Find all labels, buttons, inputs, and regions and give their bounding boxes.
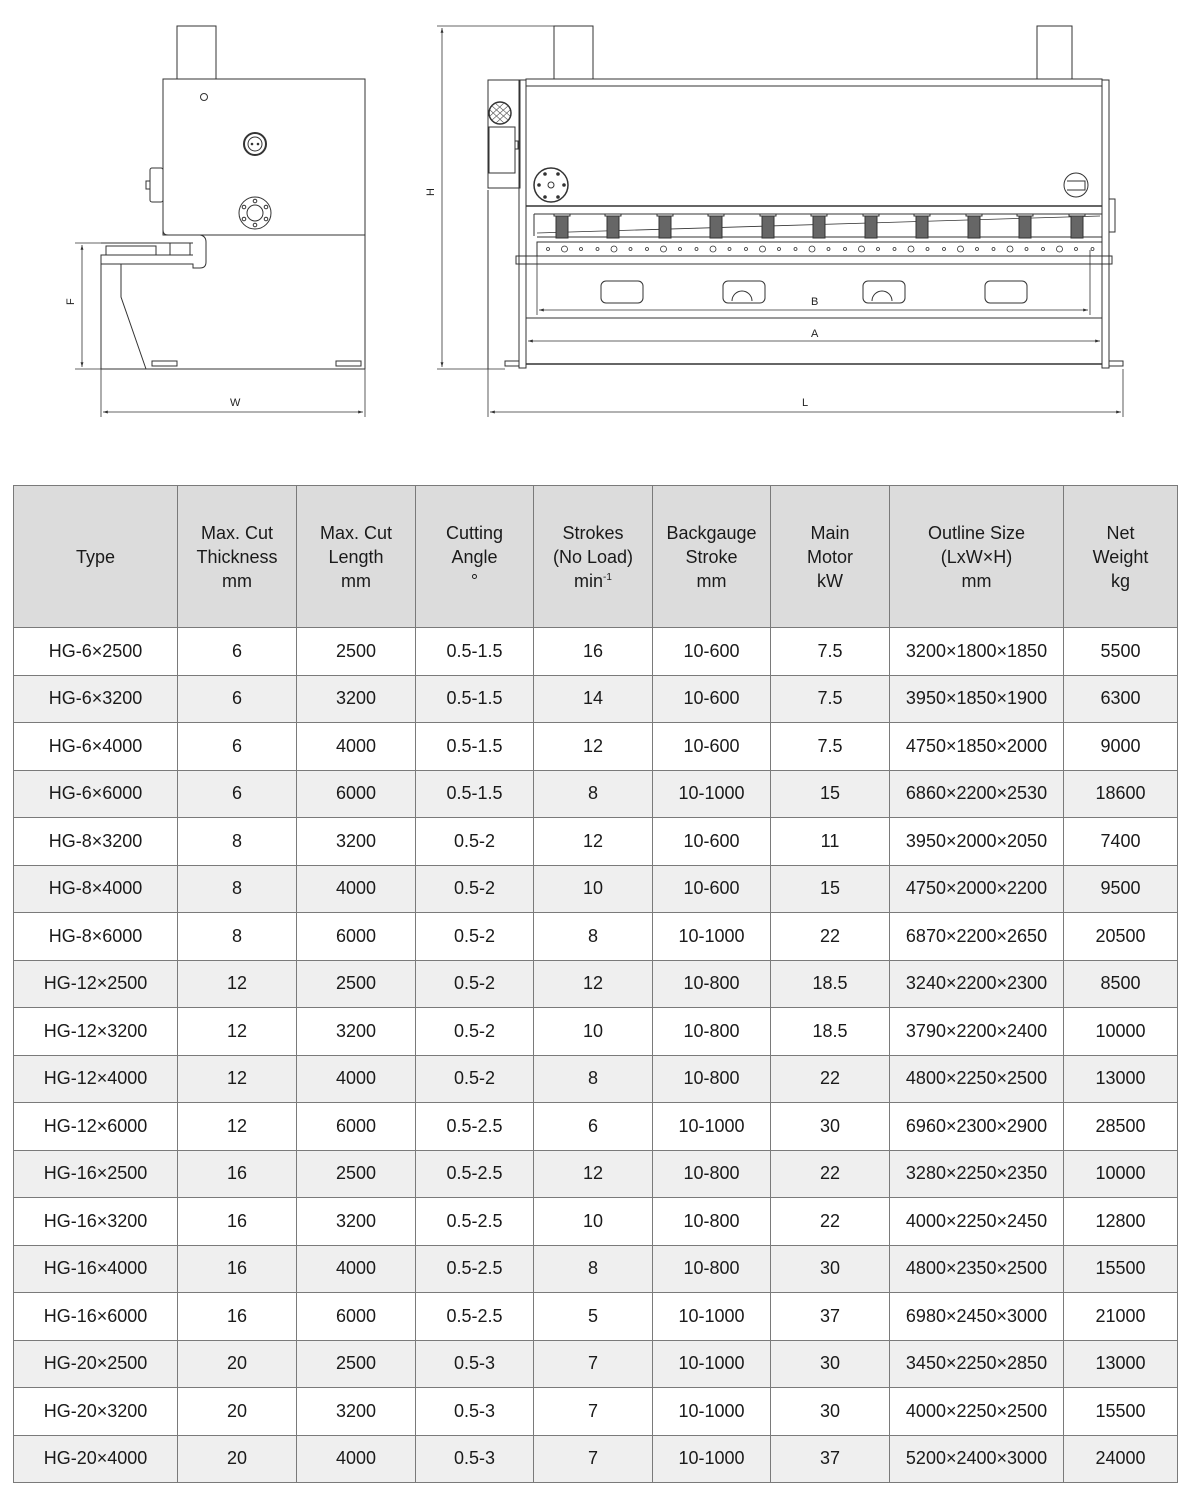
bolt — [794, 248, 797, 251]
cell-strokes-no-load: 8 — [534, 1055, 653, 1103]
cell-type: HG-12×3200 — [14, 1008, 178, 1056]
cell-net-weight: 20500 — [1064, 913, 1178, 961]
bolt — [1007, 246, 1013, 252]
cell-net-weight: 28500 — [1064, 1103, 1178, 1151]
column-header-main-motor — [771, 486, 890, 628]
cell-max-cut-length: 4000 — [297, 865, 416, 913]
table-row — [14, 628, 1178, 676]
cell-backgauge-stroke: 10-800 — [653, 1198, 771, 1246]
cell-max-cut-length: 2500 — [297, 1340, 416, 1388]
hold-down-cylinder — [1017, 214, 1033, 238]
cell-net-weight: 18600 — [1064, 770, 1178, 818]
dimension-f-label: F — [65, 298, 77, 305]
cell-strokes-no-load: 10 — [534, 1008, 653, 1056]
cell-cutting-angle: 0.5-1.5 — [416, 675, 534, 723]
cell-backgauge-stroke: 10-800 — [653, 1245, 771, 1293]
table-row — [14, 1198, 1178, 1246]
cell-backgauge-stroke: 10-1000 — [653, 1435, 771, 1483]
bolt — [679, 248, 682, 251]
column-header-line: ° — [470, 570, 479, 591]
bolt — [908, 246, 914, 252]
table-row — [14, 770, 1178, 818]
cell-type: HG-12×2500 — [14, 960, 178, 1008]
front-view — [425, 26, 1123, 417]
cell-type: HG-16×3200 — [14, 1198, 178, 1246]
cell-max-cut-thickness: 6 — [178, 675, 297, 723]
cell-max-cut-thickness: 12 — [178, 1008, 297, 1056]
cell-max-cut-thickness: 12 — [178, 960, 297, 1008]
cell-backgauge-stroke: 10-600 — [653, 675, 771, 723]
cell-max-cut-length: 4000 — [297, 1245, 416, 1293]
cell-strokes-no-load: 7 — [534, 1340, 653, 1388]
hold-down-cylinder — [657, 214, 673, 238]
bolt — [710, 246, 716, 252]
table-row — [14, 1055, 1178, 1103]
cell-backgauge-stroke: 10-800 — [653, 1055, 771, 1103]
table-row — [14, 1103, 1178, 1151]
side-flange — [239, 197, 271, 229]
cell-type: HG-12×4000 — [14, 1055, 178, 1103]
cell-cutting-angle: 0.5-2 — [416, 818, 534, 866]
bolt — [893, 248, 896, 251]
cell-main-motor: 30 — [771, 1340, 890, 1388]
cell-cutting-angle: 0.5-2.5 — [416, 1198, 534, 1246]
cell-max-cut-length: 6000 — [297, 913, 416, 961]
left-cylinder — [554, 26, 593, 79]
cell-cutting-angle: 0.5-2 — [416, 960, 534, 1008]
cell-strokes-no-load: 12 — [534, 818, 653, 866]
cell-max-cut-thickness: 16 — [178, 1198, 297, 1246]
bolt — [958, 246, 964, 252]
cell-main-motor: 22 — [771, 1150, 890, 1198]
cell-backgauge-stroke: 10-1000 — [653, 1388, 771, 1436]
specification-table — [13, 485, 1178, 1483]
cell-strokes-no-load: 12 — [534, 723, 653, 771]
bolt — [827, 248, 830, 251]
cell-backgauge-stroke: 10-1000 — [653, 1340, 771, 1388]
cell-max-cut-length: 4000 — [297, 723, 416, 771]
table-row — [14, 818, 1178, 866]
cell-max-cut-thickness: 6 — [178, 628, 297, 676]
cell-main-motor: 7.5 — [771, 628, 890, 676]
cell-max-cut-length: 6000 — [297, 1103, 416, 1151]
hold-down-cylinder — [708, 214, 724, 238]
dimension-l-label: L — [802, 397, 809, 409]
cell-outline-size: 4000×2250×2450 — [890, 1198, 1064, 1246]
column-header-line — [534, 569, 652, 593]
cell-cutting-angle: 0.5-3 — [416, 1340, 534, 1388]
bolt — [1025, 248, 1028, 251]
cell-outline-size: 5200×2400×3000 — [890, 1435, 1064, 1483]
upper-beam — [526, 79, 1102, 206]
cell-max-cut-length: 6000 — [297, 1293, 416, 1341]
column-header-line: Net — [1106, 522, 1135, 543]
cell-max-cut-thickness: 20 — [178, 1435, 297, 1483]
handwheel-icon — [534, 168, 568, 202]
cell-outline-size: 3240×2200×2300 — [890, 960, 1064, 1008]
cell-main-motor: 30 — [771, 1245, 890, 1293]
cell-outline-size: 3450×2250×2850 — [890, 1340, 1064, 1388]
cell-backgauge-stroke: 10-1000 — [653, 770, 771, 818]
cell-max-cut-length: 3200 — [297, 1008, 416, 1056]
cell-cutting-angle: 0.5-2.5 — [416, 1245, 534, 1293]
cell-net-weight: 6300 — [1064, 675, 1178, 723]
cell-cutting-angle: 0.5-2.5 — [416, 1293, 534, 1341]
bolt — [976, 248, 979, 251]
cell-backgauge-stroke: 10-600 — [653, 818, 771, 866]
bolt — [580, 248, 583, 251]
right-cylinder — [1037, 26, 1072, 79]
cell-max-cut-thickness: 6 — [178, 770, 297, 818]
cell-net-weight: 13000 — [1064, 1340, 1178, 1388]
bolt — [562, 246, 568, 252]
bolt — [778, 248, 781, 251]
column-header-line: Type — [75, 546, 116, 567]
cell-max-cut-thickness: 8 — [178, 818, 297, 866]
cell-strokes-no-load: 12 — [534, 960, 653, 1008]
cell-cutting-angle: 0.5-2.5 — [416, 1103, 534, 1151]
bolt — [661, 246, 667, 252]
column-header-cutting-angle — [416, 486, 534, 628]
bolt — [611, 246, 617, 252]
cell-strokes-no-load: 7 — [534, 1388, 653, 1436]
column-header-line: mm — [341, 570, 371, 591]
cell-cutting-angle: 0.5-1.5 — [416, 770, 534, 818]
cell-max-cut-thickness: 6 — [178, 723, 297, 771]
cell-strokes-no-load: 8 — [534, 770, 653, 818]
bolt — [695, 248, 698, 251]
cell-max-cut-length: 2500 — [297, 1150, 416, 1198]
cell-max-cut-length: 4000 — [297, 1435, 416, 1483]
hold-down-cylinder — [863, 214, 879, 238]
column-header-line: Backgauge — [666, 522, 757, 543]
cell-main-motor: 22 — [771, 1198, 890, 1246]
cell-strokes-no-load: 10 — [534, 865, 653, 913]
side-cylinder — [177, 26, 216, 79]
cell-outline-size: 3950×2000×2050 — [890, 818, 1064, 866]
table-row — [14, 675, 1178, 723]
cell-type: HG-16×4000 — [14, 1245, 178, 1293]
table-row — [14, 1340, 1178, 1388]
hold-down-cylinders — [554, 214, 1085, 238]
cell-net-weight: 12800 — [1064, 1198, 1178, 1246]
cell-net-weight: 21000 — [1064, 1293, 1178, 1341]
cell-strokes-no-load: 14 — [534, 675, 653, 723]
column-header-type — [14, 486, 178, 628]
cell-main-motor: 11 — [771, 818, 890, 866]
cell-net-weight: 13000 — [1064, 1055, 1178, 1103]
cell-net-weight: 10000 — [1064, 1008, 1178, 1056]
hold-down-cylinder — [966, 214, 982, 238]
table-row — [14, 1245, 1178, 1293]
cell-main-motor: 15 — [771, 865, 890, 913]
column-header-outline-size — [890, 486, 1064, 628]
cell-type: HG-16×2500 — [14, 1150, 178, 1198]
bolt — [728, 248, 731, 251]
cell-type: HG-20×2500 — [14, 1340, 178, 1388]
unit-text: min — [574, 570, 604, 591]
cell-type: HG-8×4000 — [14, 865, 178, 913]
bolt — [760, 246, 766, 252]
cell-backgauge-stroke: 10-800 — [653, 1150, 771, 1198]
cell-outline-size: 6870×2200×2650 — [890, 913, 1064, 961]
cell-strokes-no-load: 8 — [534, 1245, 653, 1293]
column-header-line: Length — [328, 546, 384, 567]
cell-net-weight: 8500 — [1064, 960, 1178, 1008]
cell-backgauge-stroke: 10-600 — [653, 723, 771, 771]
bolt — [629, 248, 632, 251]
dimension-h-label: H — [425, 188, 437, 196]
cell-type: HG-8×3200 — [14, 818, 178, 866]
cell-strokes-no-load: 8 — [534, 913, 653, 961]
cell-max-cut-thickness: 8 — [178, 913, 297, 961]
bolt — [745, 248, 748, 251]
column-header-line: (No Load) — [552, 546, 634, 567]
bolt — [547, 248, 550, 251]
cell-max-cut-thickness: 12 — [178, 1103, 297, 1151]
cell-strokes-no-load: 5 — [534, 1293, 653, 1341]
cell-type: HG-6×6000 — [14, 770, 178, 818]
hold-down-cylinder — [1069, 214, 1085, 238]
cell-cutting-angle: 0.5-1.5 — [416, 723, 534, 771]
cell-type: HG-6×3200 — [14, 675, 178, 723]
cell-max-cut-length: 3200 — [297, 818, 416, 866]
column-header-line: Outline Size — [927, 522, 1026, 543]
cell-strokes-no-load: 7 — [534, 1435, 653, 1483]
cell-max-cut-length: 3200 — [297, 1198, 416, 1246]
cell-net-weight: 7400 — [1064, 818, 1178, 866]
cell-max-cut-length: 2500 — [297, 628, 416, 676]
column-header-line: Motor — [806, 546, 853, 567]
cell-strokes-no-load: 10 — [534, 1198, 653, 1246]
cell-main-motor: 18.5 — [771, 960, 890, 1008]
cell-max-cut-thickness: 16 — [178, 1245, 297, 1293]
cell-outline-size: 3200×1800×1850 — [890, 628, 1064, 676]
cell-max-cut-thickness: 8 — [178, 865, 297, 913]
bolt — [992, 248, 995, 251]
table-row — [14, 1388, 1178, 1436]
cell-strokes-no-load: 12 — [534, 1150, 653, 1198]
table-body — [14, 628, 1178, 1483]
cell-outline-size: 4800×2350×2500 — [890, 1245, 1064, 1293]
cell-cutting-angle: 0.5-2 — [416, 1055, 534, 1103]
cell-net-weight: 9500 — [1064, 865, 1178, 913]
cell-type: HG-12×6000 — [14, 1103, 178, 1151]
cell-main-motor: 30 — [771, 1388, 890, 1436]
cell-max-cut-thickness: 20 — [178, 1388, 297, 1436]
side-view — [65, 26, 365, 417]
unit-superscript: -1 — [603, 571, 612, 583]
table-row — [14, 723, 1178, 771]
dimension-a-label: A — [811, 328, 819, 340]
table-row — [14, 1293, 1178, 1341]
cell-strokes-no-load: 6 — [534, 1103, 653, 1151]
cell-type: HG-6×2500 — [14, 628, 178, 676]
dimension-b-label: B — [811, 296, 819, 308]
cell-main-motor: 7.5 — [771, 675, 890, 723]
cell-net-weight: 5500 — [1064, 628, 1178, 676]
cell-backgauge-stroke: 10-600 — [653, 865, 771, 913]
cell-cutting-angle: 0.5-3 — [416, 1435, 534, 1483]
cell-cutting-angle: 0.5-2 — [416, 865, 534, 913]
cell-net-weight: 24000 — [1064, 1435, 1178, 1483]
bolt — [844, 248, 847, 251]
cell-max-cut-thickness: 16 — [178, 1150, 297, 1198]
cell-outline-size: 3790×2200×2400 — [890, 1008, 1064, 1056]
cell-max-cut-thickness: 20 — [178, 1340, 297, 1388]
cell-max-cut-thickness: 12 — [178, 1055, 297, 1103]
bolt — [646, 248, 649, 251]
bolt — [877, 248, 880, 251]
column-header-line: Weight — [1092, 546, 1149, 567]
cell-strokes-no-load: 16 — [534, 628, 653, 676]
hold-down-cylinder — [914, 214, 930, 238]
cell-max-cut-length: 3200 — [297, 1388, 416, 1436]
cell-max-cut-length: 2500 — [297, 960, 416, 1008]
table-row — [14, 1150, 1178, 1198]
cell-main-motor: 37 — [771, 1293, 890, 1341]
cell-backgauge-stroke: 10-1000 — [653, 1293, 771, 1341]
bolt-row — [547, 246, 1095, 252]
cell-backgauge-stroke: 10-600 — [653, 628, 771, 676]
cell-backgauge-stroke: 10-1000 — [653, 1103, 771, 1151]
column-header-line: Angle — [451, 546, 498, 567]
bolt — [943, 248, 946, 251]
side-frame — [163, 79, 365, 235]
column-header-line: mm — [961, 570, 992, 591]
table-row — [14, 1008, 1178, 1056]
cell-net-weight: 9000 — [1064, 723, 1178, 771]
cell-outline-size: 4000×2250×2500 — [890, 1388, 1064, 1436]
table-row — [14, 913, 1178, 961]
bolt — [1075, 248, 1078, 251]
column-header-max-cut-thickness — [178, 486, 297, 628]
table-row — [14, 960, 1178, 1008]
hold-down-cylinder — [554, 214, 570, 238]
column-header-line: Cutting — [445, 522, 504, 543]
column-header-line: mm — [696, 570, 727, 591]
cell-cutting-angle: 0.5-2 — [416, 1008, 534, 1056]
bolt — [1057, 246, 1063, 252]
cell-type: HG-16×6000 — [14, 1293, 178, 1341]
hold-down-cylinder — [811, 214, 827, 238]
cell-max-cut-length: 4000 — [297, 1055, 416, 1103]
cell-outline-size: 4750×1850×2000 — [890, 723, 1064, 771]
column-header-line: mm — [222, 570, 252, 591]
machine-dimension-drawing — [0, 0, 1200, 440]
cell-outline-size: 4750×2000×2200 — [890, 865, 1064, 913]
cell-cutting-angle: 0.5-3 — [416, 1388, 534, 1436]
column-header-line: Max. Cut — [319, 522, 393, 543]
cell-type: HG-8×6000 — [14, 913, 178, 961]
column-header-max-cut-length — [297, 486, 416, 628]
cell-main-motor: 37 — [771, 1435, 890, 1483]
column-header-line: Main — [810, 522, 850, 543]
cell-main-motor: 30 — [771, 1103, 890, 1151]
dimension-w-label: W — [230, 397, 241, 409]
cell-main-motor: 22 — [771, 913, 890, 961]
cell-cutting-angle: 0.5-1.5 — [416, 628, 534, 676]
cell-net-weight: 10000 — [1064, 1150, 1178, 1198]
cell-main-motor: 22 — [771, 1055, 890, 1103]
cell-type: HG-20×3200 — [14, 1388, 178, 1436]
bolt — [1042, 248, 1045, 251]
cell-outline-size: 4800×2250×2500 — [890, 1055, 1064, 1103]
cell-max-cut-length: 3200 — [297, 675, 416, 723]
column-header-line: (LxW×H) — [940, 546, 1013, 567]
cell-main-motor: 7.5 — [771, 723, 890, 771]
bolt — [809, 246, 815, 252]
table-row — [14, 865, 1178, 913]
bolt — [596, 248, 599, 251]
cell-type: HG-6×4000 — [14, 723, 178, 771]
cell-max-cut-thickness: 16 — [178, 1293, 297, 1341]
shear-bed — [516, 256, 1112, 264]
table-row — [14, 1435, 1178, 1483]
cell-backgauge-stroke: 10-800 — [653, 960, 771, 1008]
column-header-strokes-no-load — [534, 486, 653, 628]
cell-outline-size: 3950×1850×1900 — [890, 675, 1064, 723]
bolt — [926, 248, 929, 251]
side-small-hole — [201, 94, 208, 101]
cell-cutting-angle: 0.5-2.5 — [416, 1150, 534, 1198]
bolt — [1091, 248, 1094, 251]
cell-cutting-angle: 0.5-2 — [416, 913, 534, 961]
bolt — [859, 246, 865, 252]
cell-max-cut-length: 6000 — [297, 770, 416, 818]
hold-down-cylinder — [760, 214, 776, 238]
column-header-line: Thickness — [196, 546, 278, 567]
table-header-row — [14, 486, 1178, 628]
cell-net-weight: 15500 — [1064, 1245, 1178, 1293]
hold-down-cylinder — [605, 214, 621, 238]
column-header-line: Stroke — [685, 546, 738, 567]
cell-main-motor: 18.5 — [771, 1008, 890, 1056]
side-knob — [150, 168, 163, 202]
column-header-line: Strokes — [562, 522, 624, 543]
cell-outline-size: 6960×2300×2900 — [890, 1103, 1064, 1151]
cell-outline-size: 6980×2450×3000 — [890, 1293, 1064, 1341]
cell-outline-size: 3280×2250×2350 — [890, 1150, 1064, 1198]
cell-backgauge-stroke: 10-1000 — [653, 913, 771, 961]
column-header-line: kg — [1110, 570, 1130, 591]
cell-main-motor: 15 — [771, 770, 890, 818]
column-header-backgauge-stroke — [653, 486, 771, 628]
column-header-line: Max. Cut — [200, 522, 274, 543]
gauge-icon — [1064, 173, 1088, 197]
cell-backgauge-stroke: 10-800 — [653, 1008, 771, 1056]
cell-type: HG-20×4000 — [14, 1435, 178, 1483]
column-header-net-weight — [1064, 486, 1178, 628]
column-header-line: kW — [817, 570, 843, 591]
side-port-fitting — [244, 133, 266, 155]
cell-outline-size: 6860×2200×2530 — [890, 770, 1064, 818]
cell-net-weight: 15500 — [1064, 1388, 1178, 1436]
